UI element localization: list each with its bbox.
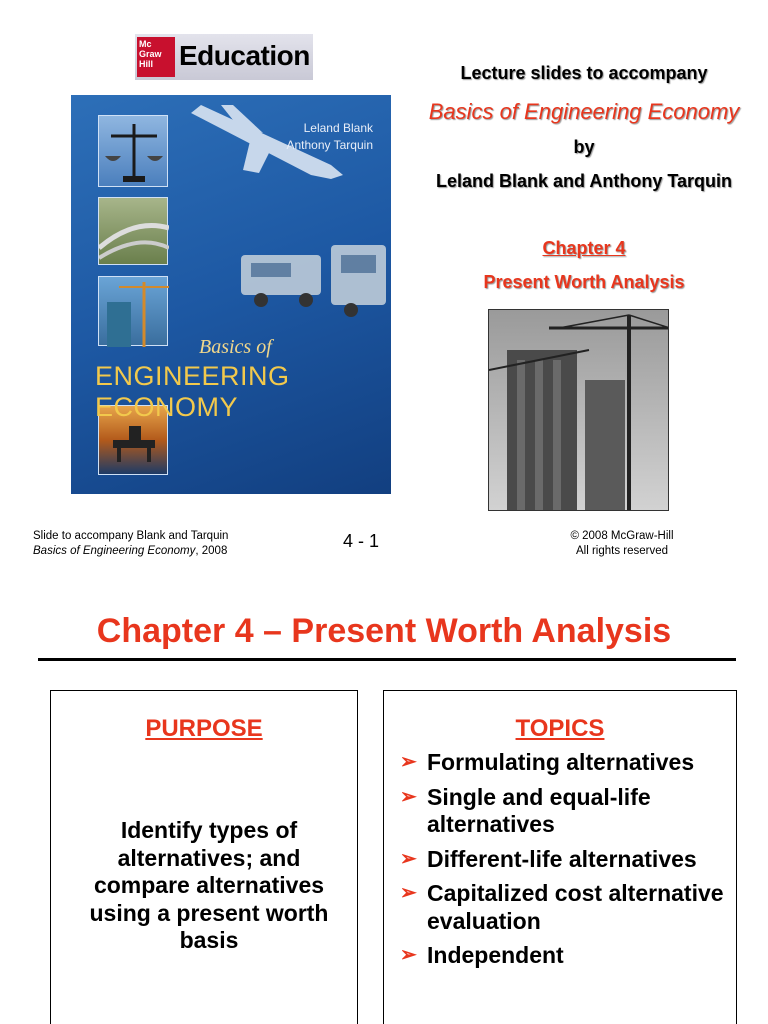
topic-item	[398, 880, 728, 935]
cover-author-2: Anthony Tarquin	[286, 138, 373, 152]
copyright-line2: All rights reserved	[575, 545, 669, 557]
topics-box	[383, 690, 737, 1024]
purpose-text: Identify types of alternatives; and compare alternatives using a present worth basis	[89, 817, 329, 953]
footer-citation-line1: Slide to accompany Blank and Tarquin	[33, 530, 229, 542]
logo-text: Education	[179, 40, 310, 71]
footer-citation-line2	[33, 544, 228, 559]
purpose-box	[50, 690, 358, 1024]
topic-label: Formulating alternatives	[427, 749, 695, 775]
arrow-bullet-icon: ➢	[400, 847, 417, 870]
footer-book-title: Basics of Engineering Economy	[33, 545, 196, 557]
cover-author-1: Leland Blank	[303, 121, 373, 135]
slide2-title: Chapter 4 – Present Worth Analysis	[96, 612, 672, 650]
topics-list	[398, 749, 728, 977]
footer-citation	[33, 529, 228, 559]
construction-photo	[488, 309, 669, 511]
cover-title-line1: Basics of	[199, 336, 272, 358]
topic-label: Independent	[427, 942, 564, 968]
footer-copyright	[552, 529, 692, 559]
by-label: by	[573, 137, 595, 157]
cover-title-line2: ENGINEERING ECONOMY	[95, 361, 290, 422]
mcgraw-hill-logo	[135, 34, 313, 80]
arrow-bullet-icon: ➢	[400, 882, 417, 904]
scales-thumbnail	[98, 115, 168, 187]
topic-item	[398, 846, 728, 874]
topic-label: Single and equal-life alternatives	[427, 783, 651, 837]
topic-item	[398, 942, 728, 970]
slide-number: 4 - 1	[343, 531, 380, 551]
construction-thumbnail	[98, 276, 168, 346]
chapter-label: Chapter 4	[542, 238, 626, 258]
arrow-bullet-icon: ➢	[400, 751, 417, 773]
chapter-title: Present Worth Analysis	[483, 272, 685, 292]
purpose-heading: PURPOSE	[145, 715, 263, 742]
topic-label: Different-life alternatives	[427, 845, 697, 872]
highway-thumbnail	[98, 197, 168, 265]
mcgraw-hill-mark: Mc Graw Hill	[137, 37, 175, 77]
footer-year: , 2008	[195, 545, 228, 557]
authors-line: Leland Blank and Anthony Tarquin	[435, 171, 732, 191]
copyright-line1: © 2008 McGraw-Hill	[570, 530, 674, 542]
topic-item	[398, 749, 728, 777]
book-cover	[71, 95, 391, 494]
cover-authors	[286, 120, 373, 154]
book-title: Basics of Engineering Economy	[428, 99, 740, 124]
title-divider	[38, 658, 736, 661]
lecture-heading: Lecture slides to accompany	[460, 63, 708, 83]
arrow-bullet-icon: ➢	[400, 785, 417, 808]
arrow-bullet-icon: ➢	[400, 944, 417, 966]
topics-heading: TOPICS	[515, 715, 605, 742]
topic-label: Capitalized cost alternative evaluation	[427, 880, 724, 934]
topic-item	[398, 784, 728, 839]
